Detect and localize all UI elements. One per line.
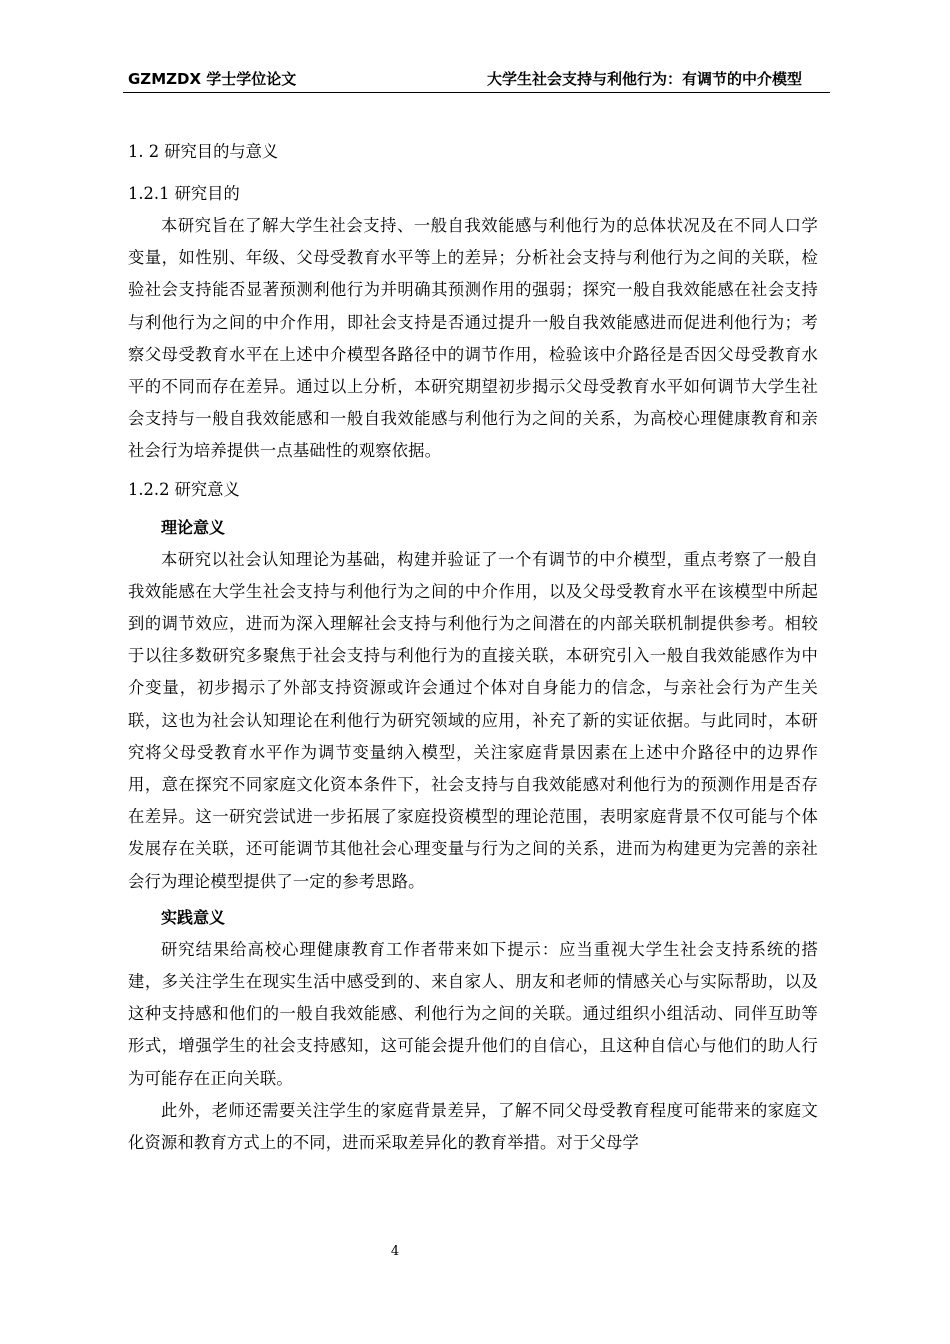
subsection-heading-purpose: 1.2.1 研究目的 xyxy=(128,184,240,203)
section-heading: 1. 2 研究目的与意义 xyxy=(128,142,279,161)
subsection-heading-significance: 1.2.2 研究意义 xyxy=(128,479,240,499)
practice-heading: 实践意义 xyxy=(161,907,226,927)
header-thesis-label: GZMZDX 学士学位论文 xyxy=(128,70,297,88)
document-body xyxy=(128,136,818,1159)
header-thesis-title: 大学生社会支持与利他行为：有调节的中介模型 xyxy=(486,70,802,88)
running-header xyxy=(123,66,830,93)
purpose-paragraph: 本研究旨在了解大学生社会支持、一般自我效能感与利他行为的总体状况及在不同人口学变量，如性别、年级、父母受教育水平等上的差异；分析社会支持与利他行为之间的关联，检验社会支持能否显著预测利他行为并明确其预测作用的强弱；探究一般自我效能感在社会支持与利他行为之间的中介作用，即社会支持是否通过提升一般自我效能感进而促进利他行为；考察父母受教育水平在上述中介模型各路径中的调节作用，检验该中介路径是否因父母受教育水平的不同而存在差异。通过以上分析，本研究期望初步揭示父母受教育水平如何调节大学生社会支持与一般自我效能感和一般自我效能感与利他行为之间的关系，为高校心理健康教育和亲社会行为培养提供一点基础性的观察依据。 xyxy=(128,216,818,461)
practice-paragraph-2: 此外，老师还需要关注学生的家庭背景差异，了解不同父母受教育程度可能带来的家庭文化资源和教育方式上的不同，进而采取差异化的教育举措。对于父母学 xyxy=(128,1100,818,1153)
page-number: 4 xyxy=(390,1244,400,1259)
theory-heading: 理论意义 xyxy=(161,517,226,537)
theory-paragraph: 本研究以社会认知理论为基础，构建并验证了一个有调节的中介模型，重点考察了一般自我效能感在大学生社会支持与利他行为之间的中介作用，以及父母受教育水平在该模型中所起到的调节效应，进而为深入理解社会支持与利他行为之间潜在的内部关联机制提供参考。相较于以往多数研究多聚焦于社会支持与利他行为的直接关联，本研究引入一般自我效能感作为中介变量，初步揭示了外部支持资源或许会通过个体对自身能力的信念，与亲社会行为产生关联，这也为社会认知理论在利他行为研究领域的应用，补充了新的实证依据。与此同时，本研究将父母受教育水平作为调节变量纳入模型，关注家庭背景因素在上述中介路径中的边界作用，意在探究不同家庭文化资本条件下，社会支持与自我效能感对利他行为的预测作用是否存在差异。这一研究尝试进一步拓展了家庭投资模型的理论范围，表明家庭背景不仅可能与个体发展存在关联，还可能调节其他社会心理变量与行为之间的关系，进而为构建更为完善的亲社会行为理论模型提供了一定的参考思路。 xyxy=(128,549,818,891)
practice-paragraph-1: 研究结果给高校心理健康教育工作者带来如下提示：应当重视大学生社会支持系统的搭建，多关注学生在现实生活中感受到的、来自家人、朋友和老师的情感关心与实际帮助，以及这种支持感和他们的一般自我效能感、利他行为之间的关联。通过组织小组活动、同伴互助等形式，增强学生的社会支持感知，这可能会提升他们的自信心，且这种自信心与他们的助人行为可能存在正向关联。 xyxy=(128,939,818,1088)
